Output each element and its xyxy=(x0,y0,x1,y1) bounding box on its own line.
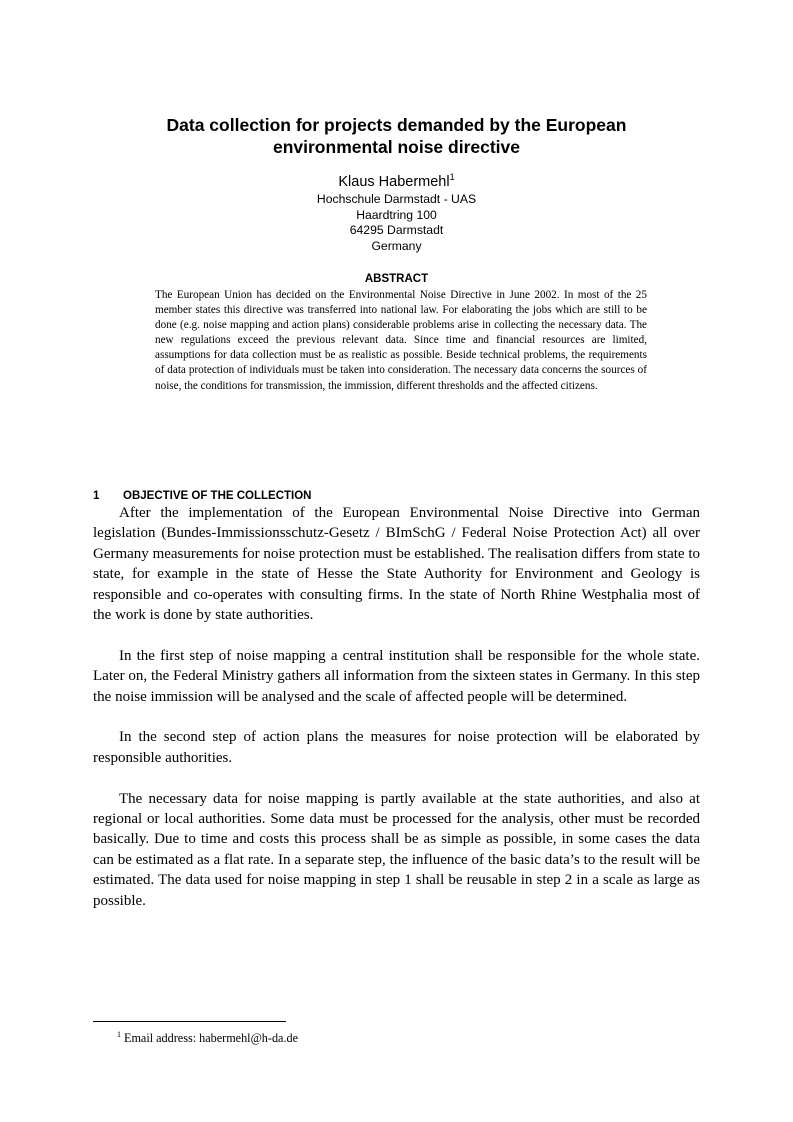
paper-title xyxy=(93,114,700,158)
affiliation-city: 64295 Darmstadt xyxy=(349,223,444,237)
affiliation-institution: Hochschule Darmstadt - UAS xyxy=(316,192,477,206)
author-footnote-mark: 1 xyxy=(449,172,455,183)
section-1-title: OBJECTIVE OF THE COLLECTION xyxy=(123,490,312,502)
footnote-separator xyxy=(93,1021,286,1022)
affiliation-country: Germany xyxy=(371,238,422,253)
affiliation xyxy=(93,192,700,254)
paragraph: After the implementation of the European Environmental Noise Directive into German legislation (Bundes-Immissionsschutz-Gesetz / BImSchG / Federal Noise Protection Act) all over Germany measurements for noise protection must be established. The realisation differs from state to state, for example in the state of Hesse the State Authority for Environment and Geology is responsible and co-operates with consulting firms. In the state of North Rhine Westphalia most of the work is done by state authorities. xyxy=(93,505,700,624)
paragraph: In the first step of noise mapping a central institution shall be responsible for the whole state. Later on, the Federal Ministry gathers all information from the sixteen states in Germany. In this step the noise immission will be analysed and the scale of affected people will be determined. xyxy=(93,647,700,705)
footnote-mark: 1 xyxy=(117,1029,121,1039)
affiliation-street: Haardtring 100 xyxy=(356,207,437,222)
section-1-heading xyxy=(93,489,311,503)
author-name: Klaus Habermehl xyxy=(338,174,450,190)
footnote-text: Email address: habermehl@h-da.de xyxy=(124,1031,298,1045)
abstract-text: The European Union has decided on the Environmental Noise Directive in June 2002. In most of the 25 member states this directive was transferred into national law. For elaborating the jobs which are still to be done (e.g. noise mapping and action plans) considerable problems arise in collecting the necessary data. The new regulations exceed the previous relevant data. Since time and financial resources are limited, assumptions for data collection must be as realistic as possible. Beside technical problems, the requirements of data protection of individuals must be taken into consideration. The necessary data concerns the sources of noise, the conditions for transmission, the immission, different thresholds and the affected citizens. xyxy=(155,289,647,392)
footnote xyxy=(117,1031,298,1046)
section-1-number: 1 xyxy=(93,490,100,502)
paragraph: The necessary data for noise mapping is partly available at the state authorities, and also at regional or local authorities. Some data must be processed for the analysis, other must be recorded basically. Due to time and costs this process shall be as simple as possible, in some cases the data can be estimated as a flat rate. In a separate step, the influence of the basic data’s to the result will be estimated. The data used for noise mapping in step 1 shall be reusable in step 2 in a scale as large as possible. xyxy=(93,790,700,909)
author-line xyxy=(93,173,700,191)
title-line-1: Data collection for projects demanded by the European xyxy=(166,115,627,135)
title-line-2: environmental noise directive xyxy=(272,137,521,157)
paragraph: In the second step of action plans the measures for noise protection will be elaborated by responsible authorities. xyxy=(93,729,700,766)
abstract-heading: ABSTRACT xyxy=(364,273,429,285)
section-1-body xyxy=(93,503,700,911)
